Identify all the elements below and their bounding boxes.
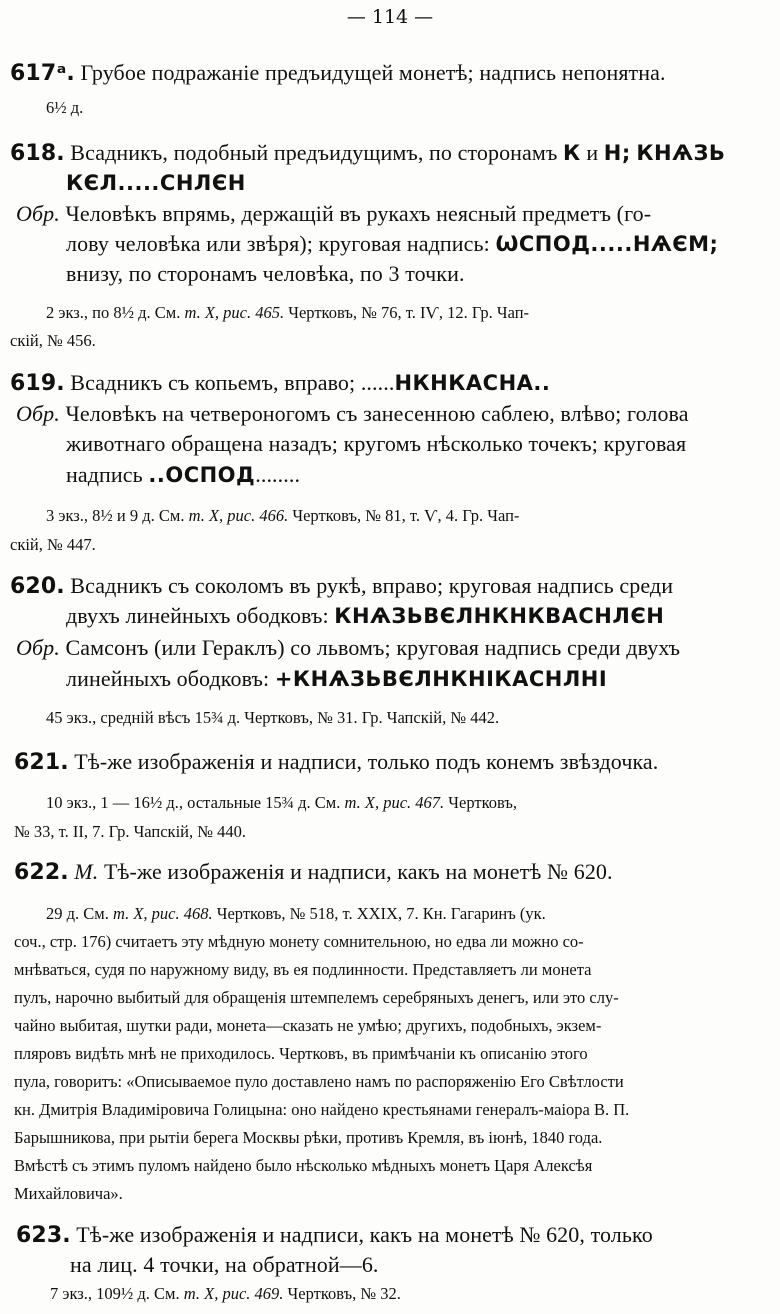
entry-text: лову человѣка или звѣря); круговая надпись: (66, 231, 490, 256)
entry-text: Всадникъ съ соколомъ въ рукѣ, вправо; круговая надпись среди (70, 573, 674, 598)
table-ref: т. X, (183, 1284, 219, 1303)
coin-legend: КНѦЗЬ (636, 141, 726, 165)
reverse-label: Обр. (16, 635, 60, 660)
note-text: Чертковъ, № 81, т. Ѵ, 4. Гр. Чап- (292, 506, 520, 525)
entry-note (50, 1284, 401, 1304)
entry-621 (14, 749, 658, 775)
entry-text: Грубое подражаніе предъидущей монетѣ; надпись непонятна. (80, 60, 666, 85)
reverse-description-line: внизу, по сторонамъ человѣка, по 3 точки. (66, 261, 465, 286)
entry-number: 623. (16, 1223, 71, 1248)
entry-note: скій, № 456. (10, 331, 96, 350)
note-text: Чертковъ, № 518, т. XXIX, 7. Кн. Гагаринъ (ук. (216, 904, 546, 923)
figure-ref: рис. 469. (222, 1284, 284, 1303)
entry-text-line (66, 603, 664, 629)
entry-number: 619. (10, 371, 65, 396)
entry-text: ........ (255, 462, 301, 487)
entry-text-line: на лиц. 4 точки, на обратной—6. (70, 1252, 379, 1277)
entry-622 (14, 859, 613, 885)
coin-legend: +КНѦЗЬВЄЛНКНІКАСНЛНІ (274, 667, 608, 691)
entry-623 (16, 1222, 653, 1248)
note-line: соч., стр. 176) считаетъ эту мѣдную монету сомнительною, но едва ли можно со- (14, 932, 584, 951)
entry-note: скій, № 447. (10, 535, 96, 554)
note-line: пляровъ видѣть мнѣ не приходилось. Чертковъ, въ примѣчаніи къ описанію этого (14, 1044, 588, 1063)
note-line: пулъ, нарочно выбитый для обращенія штемпелемъ серебряныхъ денегъ, или это слу- (14, 988, 619, 1007)
page-number: — 114 — (346, 6, 434, 28)
note-text: Чертковъ, (448, 793, 518, 812)
entry-note (46, 303, 529, 323)
reverse-description (16, 401, 689, 427)
entry-text: Человѣкъ на четвероногомъ съ занесенною саблею, влѣво; голова (65, 401, 689, 426)
entry-617a (10, 60, 666, 86)
entry-619 (10, 370, 550, 396)
reverse-description (16, 635, 680, 661)
reverse-description-line (66, 231, 718, 257)
coin-legend (66, 170, 246, 196)
note-text: Чертковъ, № 32. (287, 1284, 401, 1303)
entry-note: 45 экз., средній вѣсъ 15¾ д. Чертковъ, № 31. Гр. Чапскій, № 442. (46, 708, 500, 727)
entry-620 (10, 573, 673, 599)
entry-note: № 33, т. II, 7. Гр. Чапскій, № 440. (14, 822, 246, 841)
table-ref: т. X, (188, 506, 224, 525)
entry-text: Всадникъ съ копьемъ, вправо; ...... (70, 370, 395, 395)
entry-text: Самсонъ (или Гераклъ) со львомъ; круговая надпись среди двухъ (65, 635, 681, 660)
note-text: Чертковъ, № 76, т. IѴ, 12. Гр. Чап- (288, 303, 530, 322)
entry-note (46, 506, 519, 526)
reverse-description-line (66, 666, 607, 692)
note-line: Михайловича». (14, 1184, 123, 1203)
entry-text: Тѣ-же изображенія и надписи, какъ на монетѣ № 620. (103, 859, 613, 884)
figure-ref: рис. 467. (383, 793, 445, 812)
note-line: Барышникова, при рытіи берега Москвы рѣки, противъ Кремля, въ іюнѣ, 1840 года. (14, 1128, 603, 1147)
coin-legend: НКНКАСНА.. (394, 371, 551, 395)
entry-text: и (586, 140, 599, 165)
entry-618 (10, 140, 768, 166)
coin-legend: ѠСПОД.....НѦЄМ; (495, 232, 719, 256)
entry-text: двухъ линейныхъ ободковъ: (66, 603, 329, 628)
reverse-description-line (66, 462, 300, 488)
entry-note (46, 904, 546, 924)
entry-number: 622. (14, 860, 69, 885)
entry-text: надпись (66, 462, 143, 487)
entry-note (46, 793, 517, 813)
note-line: Вмѣстѣ съ этимъ пуломъ найдено было нѣсколько мѣдныхъ монетъ Царя Алексѣя (14, 1156, 593, 1175)
note-line: чайно выбитая, шутки ради, монета—сказать не умѣю; другихъ, подобныхъ, экзем- (14, 1016, 602, 1035)
entry-number: 621. (14, 750, 69, 775)
entry-text: Человѣкъ впрямь, держащій въ рукахъ неясный предметъ (го- (65, 201, 652, 226)
table-ref: т. X, (112, 904, 148, 923)
note-line: мнѣваться, судя по наружному виду, въ ея подлинности. Представляетъ ли монета (14, 960, 592, 979)
entry-number: 620. (10, 574, 65, 599)
legend-letter: Н; (603, 141, 631, 165)
coin-legend: ..ОСПОД (148, 463, 256, 487)
entry-text: Всадникъ, подобный предъидущимъ, по сторонамъ (70, 140, 558, 165)
table-ref: т. X, (184, 303, 220, 322)
legend-letter: К (563, 141, 581, 165)
entry-number: 618. (10, 141, 65, 166)
note-text: 2 экз., по 8½ д. См. (46, 303, 181, 322)
reverse-label: Обр. (16, 401, 60, 426)
entry-text: Тѣ-же изображенія и надписи, только подъ конемъ звѣздочка. (74, 749, 659, 774)
entry-text: линейныхъ ободковъ: (66, 666, 270, 691)
reverse-label: Обр. (16, 201, 60, 226)
reverse-description (16, 201, 651, 227)
figure-ref: рис. 465. (223, 303, 285, 322)
figure-ref: рис. 466. (227, 506, 289, 525)
note-text: 3 экз., 8½ и 9 д. См. (46, 506, 185, 525)
figure-ref: рис. 468. (151, 904, 213, 923)
entry-note: 6½ д. (46, 98, 84, 117)
note-line: кн. Дмитрія Владиміровича Голицына: оно найдено крестьянами генералъ-маіора В. П. (14, 1100, 630, 1119)
metal-label: М. (74, 859, 99, 884)
reverse-description-line: животнаго обращена назадъ; кругомъ нѣсколько точекъ; круговая (66, 431, 687, 456)
note-text: 7 экз., 109½ д. См. (50, 1284, 180, 1303)
table-ref: т. X, (344, 793, 380, 812)
coin-legend-text: КЄЛ.....СНЛЄН (66, 171, 246, 195)
entry-text: Тѣ-же изображенія и надписи, какъ на монетѣ № 620, только (76, 1222, 653, 1247)
note-text: 29 д. См. (46, 904, 109, 923)
note-text: 10 экз., 1 — 16½ д., остальные 15¾ д. См. (46, 793, 341, 812)
note-line: пула, говоритъ: «Описываемое пуло доставлено намъ по распоряженію Его Свѣтлости (14, 1072, 624, 1091)
coin-legend: КНѦЗЬВЄЛНКНКВАСНЛЄН (334, 604, 665, 628)
entry-number: 617ᵃ. (10, 61, 75, 86)
